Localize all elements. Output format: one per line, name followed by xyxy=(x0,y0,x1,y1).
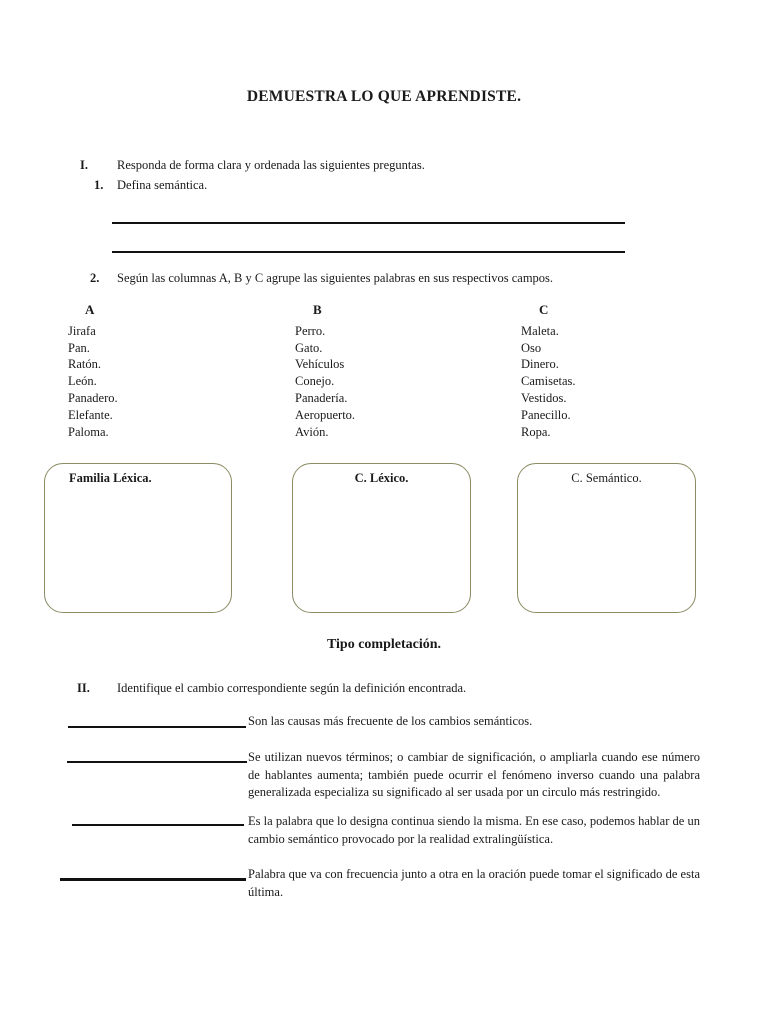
word-item: Paloma. xyxy=(68,424,109,439)
question-1-text: Defina semántica. xyxy=(117,178,208,192)
question-2-text: Según las columnas A, B y C agrupe las siguientes palabras en sus respectivos campos. xyxy=(117,271,554,285)
definition-text-2: Se utilizan nuevos términos; o cambiar de significación, o ampliarla cuando ese número de hablantes aumenta; también puede ocurrir el fenómeno inverso cuando una palabra generalizada especializa su significado al ser usada por un circulo más restringido. xyxy=(248,750,700,799)
definition-text-1: Son las causas más frecuente de los cambios semánticos. xyxy=(248,714,533,728)
definition-text-4: Palabra que va con frecuencia junto a otra en la oración puede tomar el significado de esta última. xyxy=(248,867,700,899)
word-item: Vehículos xyxy=(295,357,345,372)
definition-text-3: Es la palabra que lo designa continua siendo la misma. En ese caso, podemos hablar de un cambio semántico provocado por la realidad extralingüística. xyxy=(248,814,700,846)
word-item: Panecillo. xyxy=(521,407,571,422)
answer-box-campo-lexico[interactable] xyxy=(292,463,471,613)
blank-line-1[interactable] xyxy=(68,726,246,728)
word-item: Maleta. xyxy=(521,323,559,338)
section-one-instruction: Responda de forma clara y ordenada las siguientes preguntas. xyxy=(117,158,425,172)
column-header-c: C xyxy=(539,302,549,317)
word-item: Dinero. xyxy=(521,357,559,372)
word-item: Oso xyxy=(521,340,542,355)
column-header-a: A xyxy=(85,302,95,317)
word-item: Panadero. xyxy=(68,390,118,405)
word-item: Pan. xyxy=(68,340,90,355)
word-item: Panadería. xyxy=(295,390,348,405)
word-item: Perro. xyxy=(295,323,326,338)
section-subtitle: Tipo completación. xyxy=(326,637,442,652)
answer-box-campo-semantico[interactable] xyxy=(517,463,696,613)
word-item: Avión. xyxy=(295,424,329,439)
answer-box-label: C. Semántico. xyxy=(571,471,642,485)
blank-line-4[interactable] xyxy=(60,878,246,881)
word-item: Vestidos. xyxy=(521,390,567,405)
word-item: Aeropuerto. xyxy=(295,407,356,422)
answer-box-familia-lexica[interactable] xyxy=(44,463,232,613)
question-2-number: 2. xyxy=(90,271,100,285)
word-item: Ropa. xyxy=(521,424,551,439)
column-header-b: B xyxy=(313,302,322,317)
word-item: Gato. xyxy=(295,340,323,355)
word-item: Conejo. xyxy=(295,374,335,389)
word-item: Elefante. xyxy=(68,407,113,422)
blank-line-3[interactable] xyxy=(72,824,244,826)
answer-box-label: C. Léxico. xyxy=(354,471,409,485)
page-title: DEMUESTRA LO QUE APRENDISTE. xyxy=(246,88,522,105)
question-1-number: 1. xyxy=(94,178,104,192)
section-two-roman: II. xyxy=(77,681,90,695)
blank-line-2[interactable] xyxy=(67,761,247,763)
word-item: Jirafa xyxy=(68,323,96,338)
section-two-instruction: Identifique el cambio correspondiente según la definición encontrada. xyxy=(117,681,467,695)
answer-box-label: Familia Léxica. xyxy=(69,471,152,485)
section-one-roman: I. xyxy=(80,158,88,172)
word-item: Camisetas. xyxy=(521,374,576,389)
word-item: Ratón. xyxy=(68,357,101,372)
word-item: León. xyxy=(68,374,97,389)
